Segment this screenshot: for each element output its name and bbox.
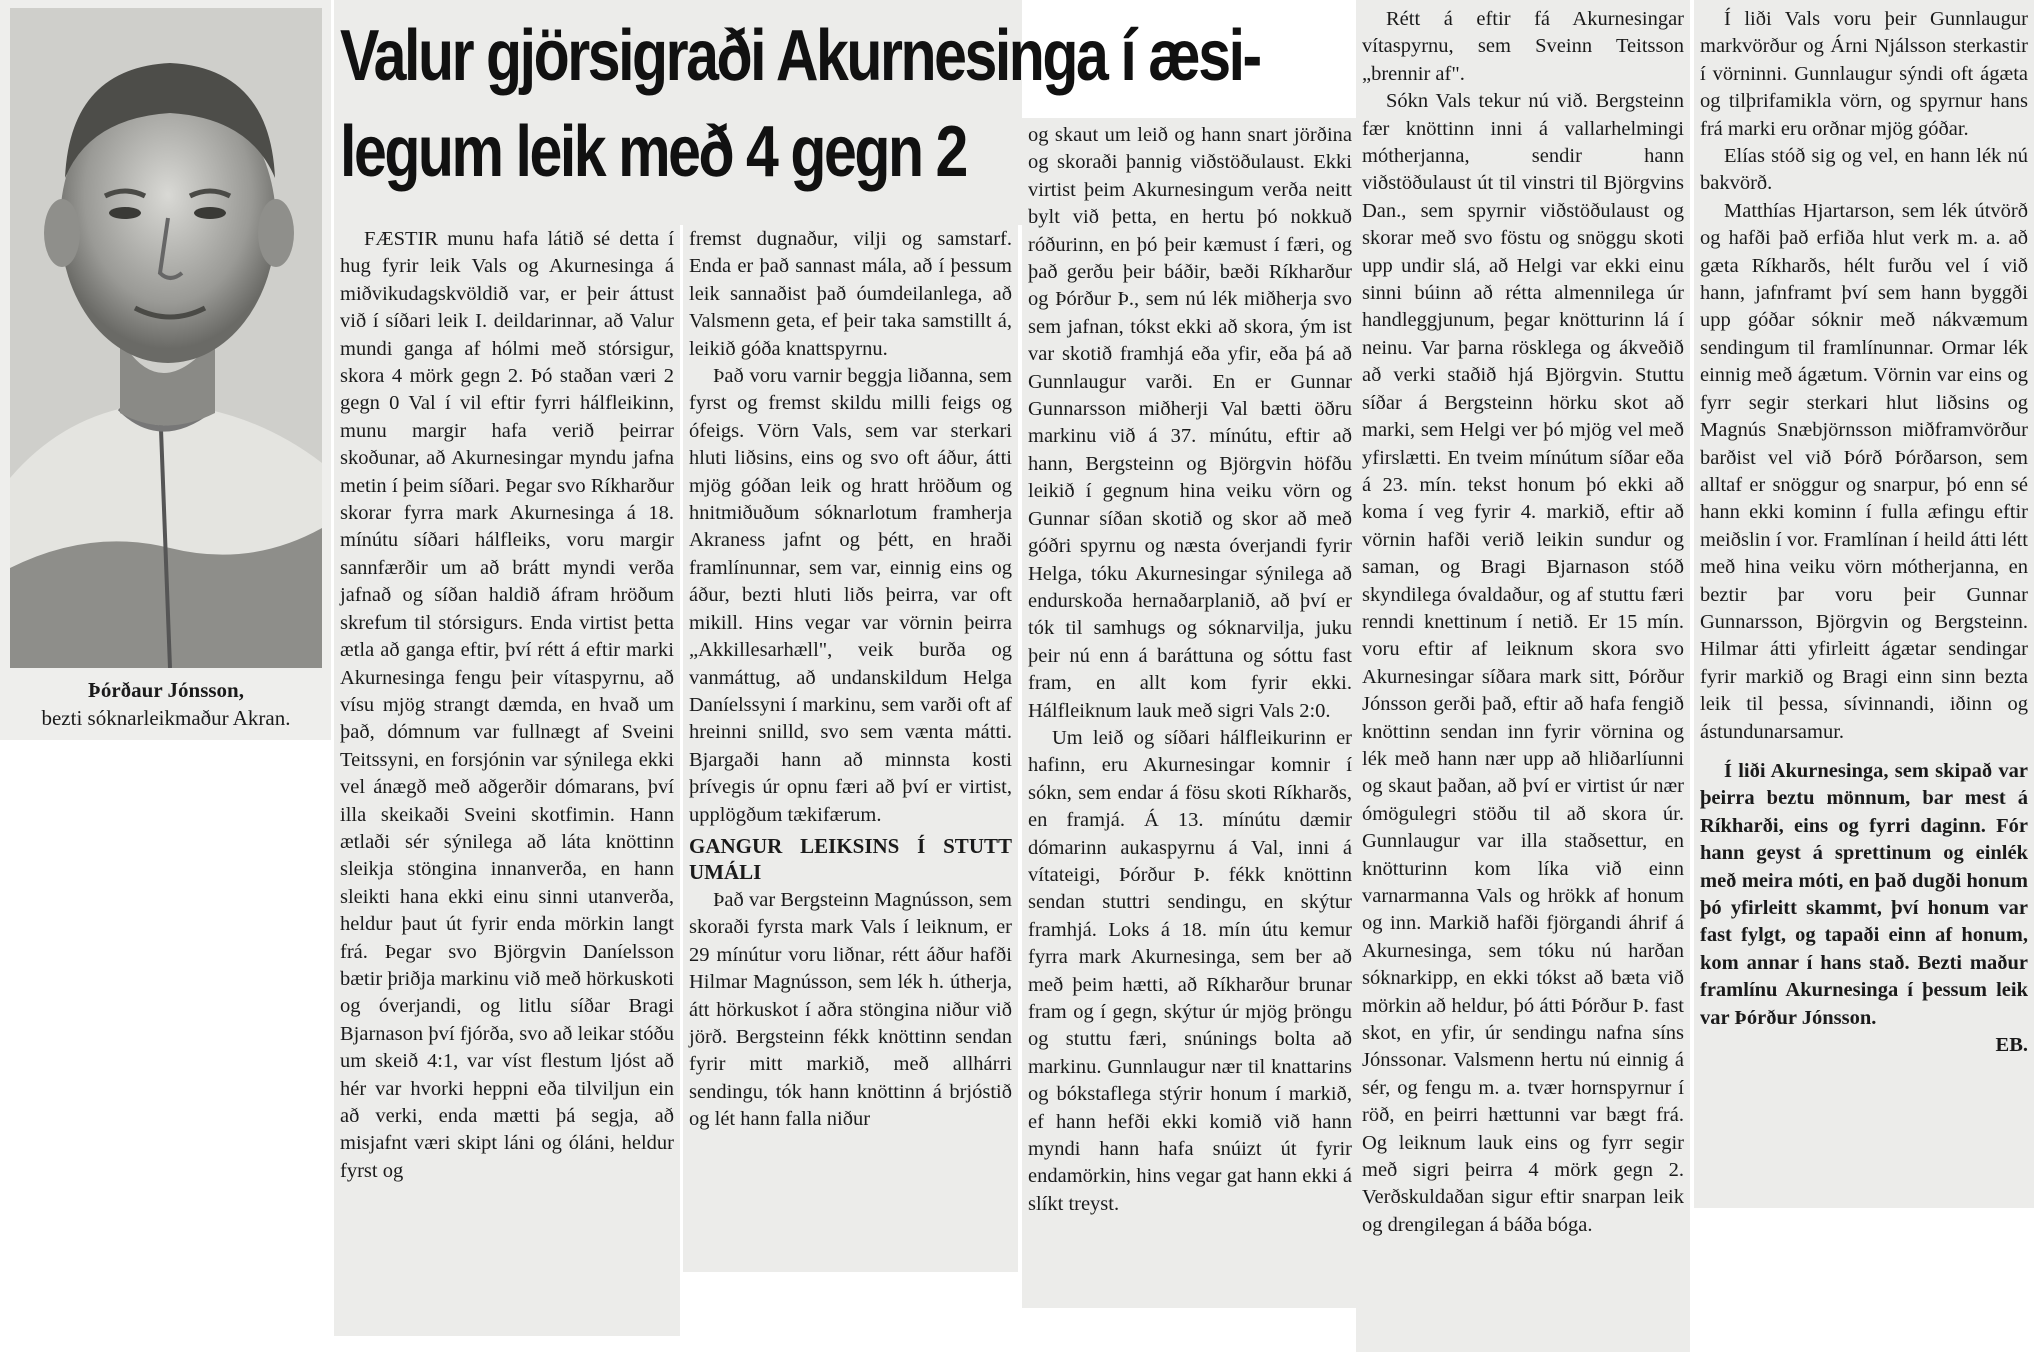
article-column-1 (334, 222, 680, 1336)
headline-panel (334, 0, 1260, 225)
paragraph: Í liði Akurnesinga, sem skipað var þeirra beztu mönnum, bar mest á Ríkharði, eins og fyrri daginn. Fór hann geyst á sprettinum og einlék með meira móti, en það dugði honum þó yfirleitt skammt, því honum var fast fylgt, og tapaði einn af honum, kom annar í hans stað. Bezti maður framlínu Akurnesinga í þessum leik var Þórður Jónsson. (1700, 759, 2028, 1029)
photo-caption (6, 676, 326, 732)
portrait-illustration (10, 8, 322, 668)
headline-line-2: legum leik með 4 gegn 2 (340, 112, 966, 192)
caption-name: Þórðaur Jónsson, (88, 678, 244, 702)
author-signature: EB. (1995, 1034, 2028, 1057)
player-portrait (10, 8, 322, 668)
paragraph: Elías stóð sig og vel, en hann lék nú bakvörð. (1700, 145, 2028, 195)
article-column-2 (683, 222, 1018, 1272)
paragraph: Það voru varnir beggja liðanna, sem fyrst og fremst skildu milli feigs og ófeigs. Vörn Vals, sem var sterkari hluti liðsins, eins og svo oft áður, átti mjög góðan leik og hratt hröðum og hnitmiðuðum sóknarlotum framherja Akraness jafnt og þétt, en hraði framlínunnar, sem var, einnig eins og áður, bezti hluti liðs þeirra, var oft mikill. Hins vegar var vörnin þeirra „Akkillesarhæll", veik burða og vanmáttug, að undanskildum Helga Daníelssyni í markinu, sem varði oft af hreinni snilld, svo sem vænta mátti. Bjargaði hann að minnsta kosti þrívegis úr opnu færi að því er virtist, upplögðum tækifærum. (689, 365, 1012, 826)
paragraph: FÆSTIR munu hafa látið sé detta í hug fyrir leik Vals og Akurnesinga á miðvikudagskvöldið var, er þeir áttust við í síðari leik I. deildarinnar, að Valur mundi ganga af hólmi með stórsigur, skora 4 mörk gegn 2. Þó staðan væri 2 gegn 0 Val í vil eftir fyrri hálfleikinn, munu margir hafa verið þeirrar skoðunar, að Akurnesingar myndu jafna metin í þeim síðari. Þegar svo Ríkharður skorar fyrra mark Akurnesinga á 18. mínútu síðari hálfleiks, voru margir sannfærðir um að brátt myndi verða jafnað og síðan haldið áfram hröðum skrefum til stórsigurs. Enda virtist þetta ætla að ganga eftir, því rétt á eftir marki Akurnesinga fengu þeir vítaspyrnu, að vísu mjög strangt dæmda, en hvað um það, dómnum var fullnægt af Sveini Teitssyni, en forsjónin var sýnilega ekki vel ánægð með aðgerðir dómarans, því illa skeikaði Sveini skotfimin. Hann ætlaði sér sýnilega að láta knöttinn sleikja stöngina innanverða, en hann sleikti hana ekki einu sinni utanverða, heldur þaut út fyrir enda mörkin langt frá. Þegar svo Björgvin Daníelsson bætir þriðja markinu við með hörkuskoti og óverjandi, og litlu síðar Bragi Bjarnason því fjórða, svo að leikar stóðu um skeið 4:1, var víst flestum ljóst að hér var hvorki heppni eða tilviljun ein að verki, enda mætti þá segja, að misjafnt væri skipt láni og óláni, heldur fyrst og (340, 228, 674, 1182)
paragraph: Matthías Hjartarson, sem lék útvörð og hafði það erfiða hlut verk m. a. að gæta Ríkharðs, hélt furðu vel í við hann, jafnframt því sem hann byggði upp góðar sóknir með nákvæmum sendingum til framlínunnar. Ormar lék einnig með ágætum. Vörnin var eins og fyrr segir sterkari hlut liðsins og Magnús Snæbjörnsson miðframvörður barðist vel við Þórð Þórðarson, sem alltaf er snöggur og snarpur, þó enn sé hann ekki kominn í fulla æfingu eftir meiðslin í vor. Framlínan í heild átti létt með hina veiku vörn mótherjanna, en beztir þar voru þeir Gunnar Gunnarsson, Björgvin og Bergsteinn. Hilmar átti yfirleitt ágætar sendingar fyrir markið og Bragi einn sinn bezta leik til þessa, sívinnandi, iðinn og ástundunarsamur. (1700, 199, 2028, 743)
paragraph: fremst dugnaður, vilji og samstarf. Enda er það sannast mála, að í þessum leik sannaðist það óumdeilanlega, að Valsmenn geta, ef þeir taka samstillt á, leikið góða knattspyrnu. (689, 228, 1012, 360)
paragraph: Sókn Vals tekur nú við. Bergsteinn fær knöttinn inni á vallarhelmingi mótherjanna, sendir hann viðstöðulaust út til vinstri til Björgvins Dan., sem spyrnir viðstöðulaust og skorar með svo föstu og snöggu skoti upp undir slá, að Helgi var ekki einu sinni búinn að rétta almennilega úr handleggjunum, þegar knötturinn lá í neinu. Var þarna rösklega og ákveðið að verki staðið hjá Björgvin. Stuttu síðar á Bergsteinn hörku skot að marki, sem Helgi ver þó mjög vel með yfirslætti. En tveim mínútum síðar eða á 23. mín. tekst honum þó ekki að koma í veg fyrir 4. markið, eftir að vörnin hafði verið leikin sundur og saman, og Bragi Bjarnason stóð skyndilega óvaldaður, og af stuttu færi renndi knettinum í netið. Er 15 mín. voru eftir af leiknum skora svo Akurnesingar síðara mark sitt, Þórður Jónsson gerði það, eftir að hafa fengið knöttinn sendan inn fyrir vörnina og lék með hann nær upp að hliðarlíunni og skaut þaðan, að því er virtist úr nær ómögulegri stöðu til að skora úr. Gunnlaugur var illa staðsettur, en knötturinn kom líka við einn varnarmanna Vals og hrökk af honum og inn. Markið hafði fjörgandi áhrif á Akurnesinga, sem tóku nú harðan sóknarkipp, en ekki tókst að bæta við mörkin að heldur, þó átti Þórður Þ. fast skot, en yfir, úr sendingu nafna síns Jónssonar. Valsmenn hertu nú einnig á sér, og fengu m. a. tvær hornspyrnur í röð, en þeirri hættunni var bægt frá. Og leiknum lauk eins og fyrr segir með sigri þeirra 4 mörk gegn 2. Verðskuldaðan sigur eftir snarpan leik og drengilegan á báða bóga. (1362, 90, 1684, 1236)
article-column-5 (1694, 0, 2034, 1208)
paragraph: Um leið og síðari hálfleikurinn er hafinn, eru Akurnesingar komnir í sókn, sem endar á fösu skoti Ríkharðs, en framjá. Á 13. mínútu dæmir dómarinn aukaspyrnu á Val, inni á vítateigi, Þórður Þ. fékk knöttinn sendan stuttri sendingu, en skýtur framhjá. Loks á 18. mín útu kemur fyrra mark Akurnesinga, sem ber að með þeim hætti, að Ríkharður brunar fram og í gegn, skýtur úr mjög þröngu og stuttu færi, snúnings bolta að markinu. Gunnlaugur nær til knattarins og bókstaflega stýrir honum í markið, ef hann hefði ekki komið við hann myndi hann hafa snúizt út fyrir endamörkin, hins vegar gat hann ekki á slíkt treyst. (1028, 726, 1352, 1215)
paragraph: og skaut um leið og hann snart jörðina og skoraði þannig viðstöðulaust. Ekki virtist þeim Akurnesingum verða neitt bylt við þetta, en hertu þó nokkuð róðurinn, en þó þeir kæmust í færi, og það gerðu þeir báðir, bæði Ríkharður og Þórður Þ., sem nú lék miðherja svo sem jafnan, tókst ekki að skora, ým ist var skotið framhjá eða yfir, eða þá að Gunnlaugur varði. En er Gunnar Gunnarsson miðherji Val bætti öðru markinu við á 37. mínútu, eftir að hann, Bergsteinn og Björgvin höfðu leikið í gegnum hina veiku vörn og Gunnar síðan skotið og skor að með góðri spyrnu og næsta óverjandi fyrir Helga, tóku Akurnesingar sýnilega að endurskoða hernaðarplanið, að því er tók til samhugs og sóknarvilja, juku þeir nú enn á baráttuna og sóttu fast fram, en allt kom fyrir ekki. Hálfleiknum lauk með sigri Vals 2:0. (1028, 124, 1352, 722)
photo-panel (0, 0, 331, 740)
headline-line-1: Valur gjörsigraði Akurnesinga í æsi- (340, 16, 1260, 96)
subheading: GANGUR LEIKSINS Í STUTT UMÁLI (689, 833, 1012, 884)
caption-description: bezti sóknarleikmaður Akran. (41, 706, 291, 730)
article-column-4 (1356, 0, 1690, 1352)
headline (340, 8, 1260, 200)
paragraph: Það var Bergsteinn Magnússon, sem skoraði fyrsta mark Vals í leiknum, er 29 mínútur voru liðnar, rétt áður hafði Hilmar Magnússon, sem lék h. útherja, átt hörkuskot í aðra stöngina niður við jörð. Bergsteinn fékk knöttinn sendan fyrir mitt markið, með allhárri sendingu, tók hann knöttinn á brjóstið og lét hann falla niður (689, 888, 1012, 1131)
paragraph: Í liði Vals voru þeir Gunnlaugur markvörður og Árni Njálsson sterkastir í vörninni. Gunnlaugur sýndi oft ágæta og tilþrifamikla vörn, og spyrnur hans frá marki eru orðnar mjög góðar. (1700, 8, 2028, 140)
paragraph: Rétt á eftir fá Akurnesingar vítaspyrnu, sem Sveinn Teitsson „brennir af". (1362, 8, 1684, 85)
article-column-3 (1022, 118, 1358, 1308)
